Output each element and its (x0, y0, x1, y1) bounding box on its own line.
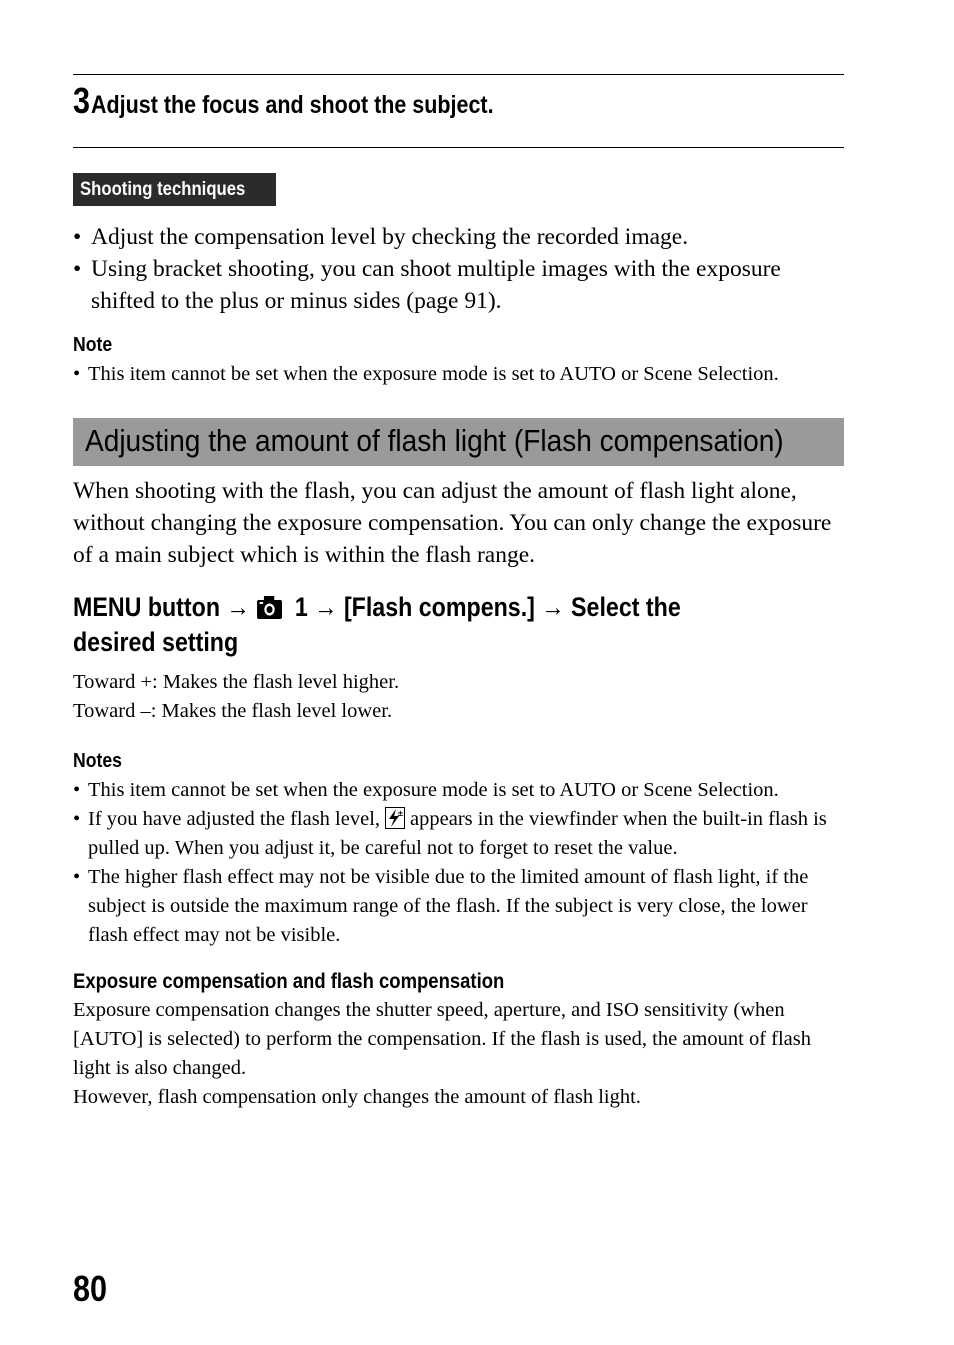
menu-path-line-1 (73, 590, 736, 625)
section-intro: When shooting with the flash, you can adjust the amount of flash light alone, without changing the exposure compensation. You can only change the exposure of a main subject which is within the flash range. (73, 478, 832, 568)
bullet: • (73, 808, 81, 830)
step-number: 3 (73, 80, 91, 121)
bullet: • (73, 779, 81, 801)
list-item: • The higher flash effect may not be visible due to the limited amount of flash light, if the subject is outside the maximum range of the flash. If the subject is very close, the lower flash effect may not be visible. (73, 863, 848, 950)
techniques-list (73, 221, 844, 317)
bullet: • (73, 256, 82, 282)
shooting-techniques-label: Shooting techniques (73, 173, 276, 206)
page-number: 80 (73, 1268, 108, 1309)
menu-tab-number: 1 (294, 592, 308, 622)
toward-plus: Toward +: Makes the flash level higher. (73, 671, 400, 693)
list-item: • Adjust the compensation level by checking the recorded image. (73, 221, 844, 253)
bullet: • (73, 224, 82, 250)
svg-text:±: ± (397, 809, 404, 818)
section-title: Adjusting the amount of flash light (Flash compensation) (85, 423, 784, 458)
menu-path (73, 590, 844, 660)
exposure-text (73, 996, 844, 1112)
camera-icon (257, 594, 284, 620)
menu-item-label: [Flash compens.] (343, 592, 535, 622)
list-item: • Using bracket shooting, you can shoot multiple images with the exposure shifted to the plus or minus sides (page 91). (73, 253, 844, 317)
exposure-paragraph-2: However, flash compensation only changes the amount of flash light. (73, 1086, 641, 1108)
step-divider (73, 147, 844, 148)
list-item: • This item cannot be set when the exposure mode is set to AUTO or Scene Selection. (73, 776, 848, 805)
toward-minus: Toward –: Makes the flash level lower. (73, 700, 393, 722)
exposure-paragraph-1: Exposure compensation changes the shutter speed, aperture, and ISO sensitivity (when [AUTO] is selected) to perform the compensation. If the flash is used, the amount of flash light is also changed. (73, 999, 811, 1079)
list-item: • If you have adjusted the flash level, ± appears in the viewfinder when the built-in flash is pulled up. When you adjust it, be careful not to forget to reset the value. (73, 805, 848, 863)
bullet: • (73, 363, 81, 385)
notes-heading: Notes (73, 750, 122, 772)
exposure-heading: Exposure compensation and flash compensation (73, 970, 505, 993)
top-divider (73, 74, 844, 75)
step-title: Adjust the focus and shoot the subject. (91, 91, 494, 119)
manual-page (73, 0, 844, 1345)
menu-select-label: Select the (571, 592, 681, 622)
step-heading (73, 80, 559, 120)
arrow-icon: → (541, 592, 565, 622)
menu-button-label: MENU button (73, 592, 221, 622)
note-list (73, 360, 848, 389)
flash-compensation-icon (385, 807, 405, 829)
menu-path-line-2: desired setting (73, 627, 239, 657)
notes-list (73, 776, 848, 950)
note-heading: Note (73, 334, 113, 356)
arrow-icon: → (226, 592, 250, 622)
toward-descriptions (73, 668, 399, 726)
bullet: • (73, 866, 81, 888)
section-title-bar (73, 418, 844, 466)
list-item: • This item cannot be set when the exposure mode is set to AUTO or Scene Selection. (73, 360, 848, 389)
arrow-icon: → (314, 592, 338, 622)
